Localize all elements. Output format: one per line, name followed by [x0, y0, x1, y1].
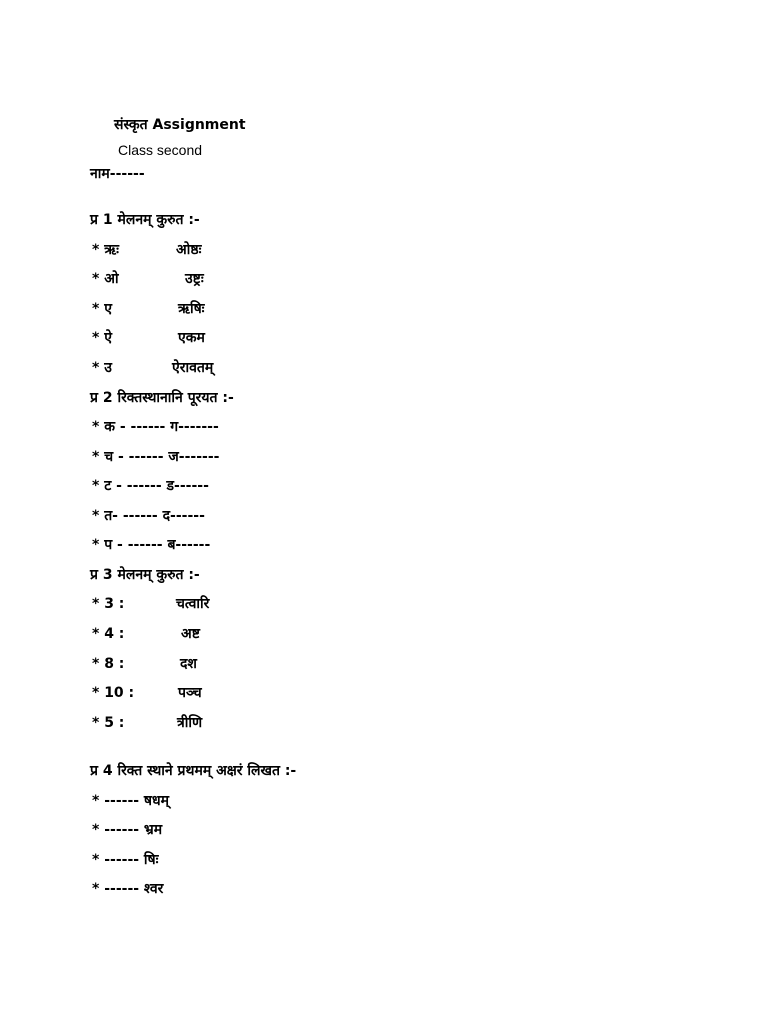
q3-left-item: * 10 : [92, 685, 135, 701]
q1-left-item: * ए [92, 301, 112, 317]
q2-fill-item: * प - ------ ब------ [92, 537, 211, 553]
q3-right-item: चत्वारि [176, 596, 210, 612]
q3-right-item: पञ्च [178, 685, 202, 701]
q1-right-item: ऋषिः [178, 301, 205, 317]
q1-heading: प्र 1 मेलनम् कुरुत :- [90, 212, 200, 228]
q1-right-item: उष्ट्रः [185, 271, 204, 287]
q1-left-item: * ऋः [92, 242, 119, 258]
q2-heading: प्र 2 रिक्तस्थानानि पूरयत :- [90, 390, 234, 406]
q2-fill-item: * ट - ------ ड------ [92, 478, 209, 494]
q3-left-item: * 8 : [92, 656, 125, 672]
q3-right-item: त्रीणि [177, 715, 203, 731]
q3-right-item: अष्ट [181, 626, 200, 642]
q4-fill-item: * ------ षिः [92, 852, 159, 868]
name-field-line: नाम------ [90, 166, 145, 182]
q2-fill-item: * क - ------ ग------- [92, 419, 219, 435]
q3-left-item: * 4 : [92, 626, 125, 642]
q1-left-item: * उ [92, 360, 112, 376]
q3-left-item: * 5 : [92, 715, 125, 731]
q2-fill-item: * च - ------ ज------- [92, 449, 220, 465]
class-label: Class second [118, 142, 203, 158]
q2-fill-item: * त- ------ द------ [92, 508, 205, 524]
q4-fill-item: * ------ श्वर [92, 881, 164, 897]
q3-heading: प्र 3 मेलनम् कुरुत :- [90, 567, 200, 583]
q4-heading: प्र 4 रिक्त स्थाने प्रथमम् अक्षरं लिखत :- [90, 763, 297, 779]
q4-fill-item: * ------ षधम् [92, 793, 170, 809]
assignment-title: संस्कृत Assignment [114, 117, 246, 133]
q3-right-item: दश [180, 656, 197, 672]
q1-right-item: एकम [178, 330, 205, 346]
q1-left-item: * ऐ [92, 330, 112, 346]
q3-left-item: * 3 : [92, 596, 125, 612]
q4-fill-item: * ------ भ्रम [92, 822, 163, 838]
q1-right-item: ऐरावतम् [172, 360, 214, 376]
q1-left-item: * ओ [92, 271, 119, 287]
q1-right-item: ओष्ठः [176, 242, 202, 258]
